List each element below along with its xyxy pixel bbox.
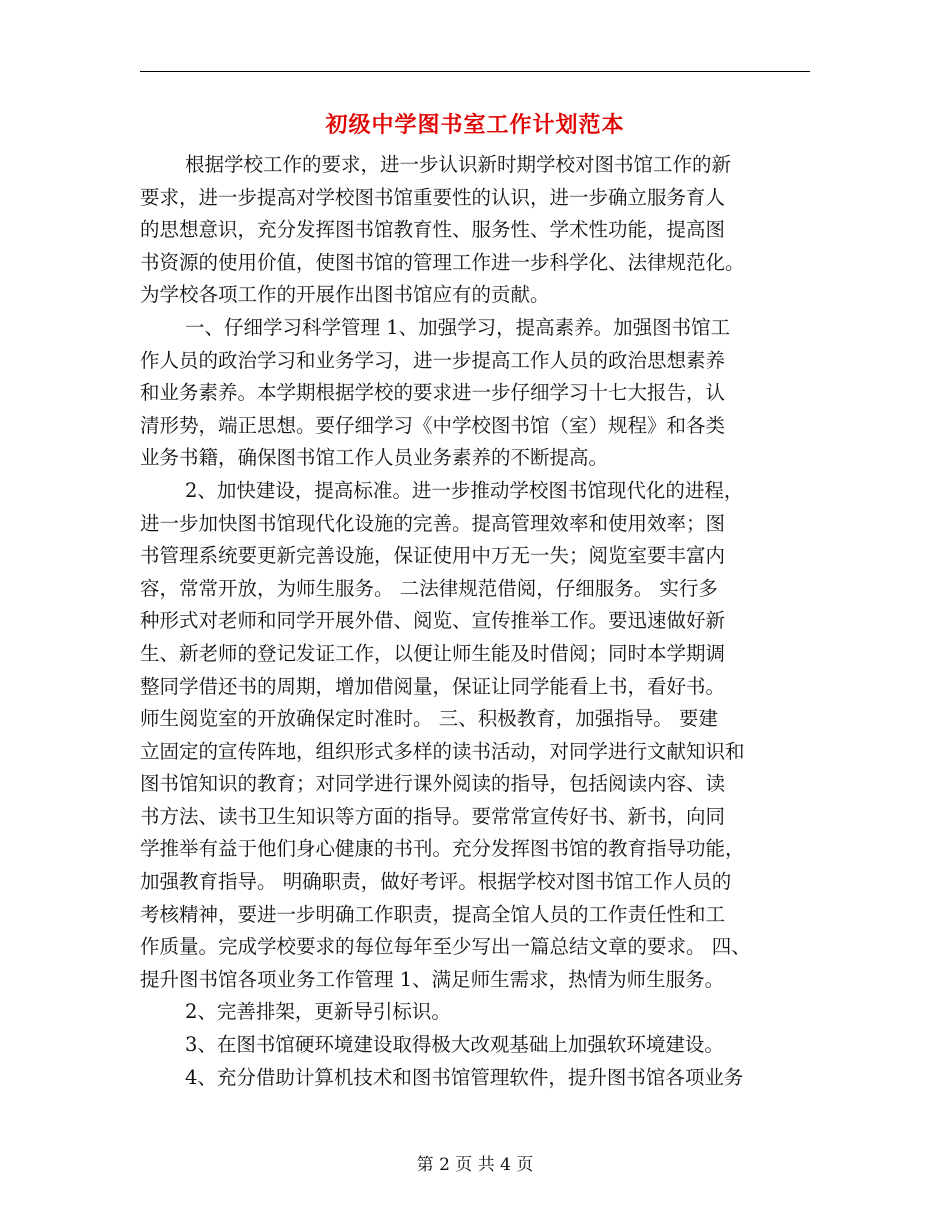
body-line: 加强教育指导。 明确职责，做好考评。根据学校对图书馆工作人员的 [140, 870, 732, 894]
body-line: 的思想意识，充分发挥图书馆教育性、服务性、学术性功能，提高图 [140, 218, 726, 242]
body-line: 生、新老师的登记发证工作，以便让师生能及时借阅；同时本学期调 [140, 641, 726, 665]
body-line: 容，常常开放，为师生服务。 二法律规范借阅，仔细服务。 实行多 [140, 576, 718, 600]
body-line: 图书馆知识的教育；对同学进行课外阅读的指导，包括阅读内容、读 [140, 772, 726, 796]
body-line: 业务书籍，确保图书馆工作人员业务素养的不断提高。 [140, 446, 609, 470]
body-line: 作人员的政治学习和业务学习，进一步提高工作人员的政治思想素养 [140, 348, 726, 372]
body-line: 种形式对老师和同学开展外借、阅览、宣传推举工作。要迅速做好新 [140, 609, 726, 633]
body-line: 师生阅览室的开放确保定时准时。 三、积极教育，加强指导。 要建 [140, 707, 718, 731]
body-line: 学推举有益于他们身心健康的书刊。充分发挥图书馆的教育指导功能， [140, 837, 745, 861]
body-line: 考核精神，要进一步明确工作职责，提高全馆人员的工作责任性和工 [140, 902, 726, 926]
body-line: 提升图书馆各项业务工作管理 1、满足师生需求，热情为师生服务。 [140, 967, 725, 991]
body-line: 4、充分借助计算机技术和图书馆管理软件，提升图书馆各项业务 [185, 1065, 744, 1089]
body-line: 一、仔细学习科学管理 1、加强学习，提高素养。加强图书馆工 [185, 315, 731, 339]
body-line: 3、在图书馆硬环境建设取得极大改观基础上加强软环境建设。 [185, 1033, 724, 1057]
body-line: 要求，进一步提高对学校图书馆重要性的认识，进一步确立服务育人 [140, 185, 726, 209]
page-number-footer: 第 2 页 共 4 页 [416, 1155, 534, 1175]
body-line: 立固定的宣传阵地，组织形式多样的读书活动，对同学进行文献知识和 [140, 739, 745, 763]
body-line: 进一步加快图书馆现代化设施的完善。提高管理效率和使用效率；图 [140, 511, 726, 535]
body-line: 书方法、读书卫生知识等方面的指导。要常常宣传好书、新书，向同 [140, 804, 726, 828]
body-line: 整同学借还书的周期，增加借阅量，保证让同学能看上书，看好书。 [140, 674, 726, 698]
body-line: 清形势，端正思想。要仔细学习《中学校图书馆（室）规程》和各类 [140, 413, 726, 437]
document-title: 初级中学图书室工作计划范本 [325, 112, 625, 138]
body-line: 为学校各项工作的开展作出图书馆应有的贡献。 [140, 283, 550, 307]
body-line: 2、加快建设，提高标准。进一步推动学校图书馆现代化的进程， [185, 478, 744, 502]
body-line: 2、完善排架，更新导引标识。 [185, 1000, 451, 1024]
body-line: 根据学校工作的要求，进一步认识新时期学校对图书馆工作的新 [185, 153, 732, 176]
body-line: 作质量。完成学校要求的每位每年至少写出一篇总结文章的要求。 四、 [140, 935, 751, 959]
header-rule [140, 71, 810, 72]
document-body [140, 149, 820, 1094]
body-line: 和业务素养。本学期根据学校的要求进一步仔细学习十七大报告，认 [140, 381, 726, 405]
body-line: 书管理系统要更新完善设施，保证使用中万无一失；阅览室要丰富内 [140, 544, 726, 568]
body-line: 书资源的使用价值，使图书馆的管理工作进一步科学化、法律规范化。 [140, 250, 745, 274]
